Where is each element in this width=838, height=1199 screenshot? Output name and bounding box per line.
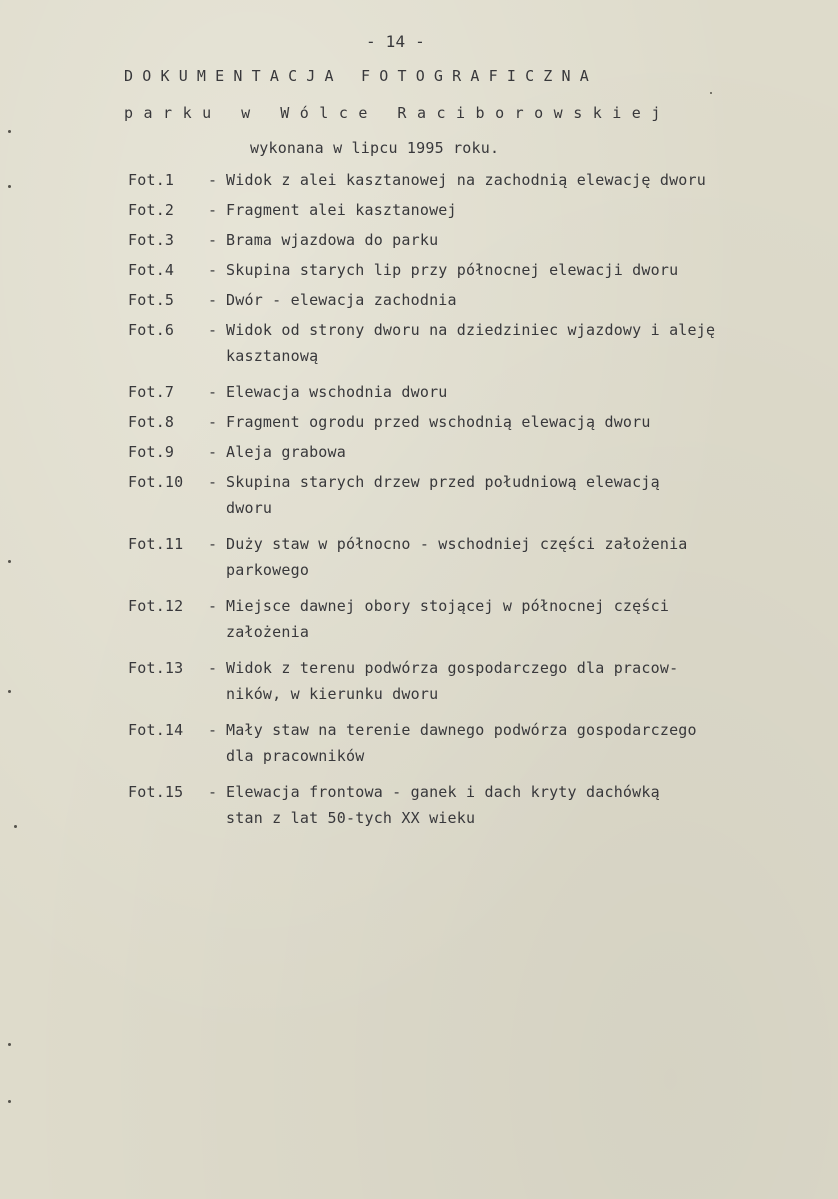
dash: - — [208, 171, 218, 189]
photo-label: Fot.1 — [128, 171, 175, 189]
photo-description — [226, 412, 808, 432]
description-line: Widok z terenu podwórza gospodarczego dla pracow- — [226, 659, 679, 677]
paper-speck — [8, 185, 11, 188]
description-line: dla pracowników — [226, 747, 365, 765]
document-title: DOKUMENTACJA FOTOGRAFICZNA — [124, 67, 598, 85]
photo-label: Fot.9 — [128, 443, 175, 461]
description-line: Aleja grabowa — [226, 443, 346, 461]
description-line: Miejsce dawnej obory stojącej w północnej części — [226, 597, 670, 615]
list-item — [128, 472, 808, 524]
dash: - — [208, 721, 218, 739]
photo-label: Fot.5 — [128, 291, 175, 309]
dash: - — [208, 535, 218, 553]
description-line: ników, w kierunku dworu — [226, 685, 439, 703]
description-line: dworu — [226, 499, 273, 517]
list-item — [128, 658, 808, 710]
photo-description — [226, 782, 808, 834]
list-item — [128, 534, 808, 586]
description-line: założenia — [226, 623, 310, 641]
dash: - — [208, 443, 218, 461]
photo-description — [226, 200, 808, 220]
description-line: Elewacja wschodnia dworu — [226, 383, 448, 401]
photo-label: Fot.4 — [128, 261, 175, 279]
list-item — [128, 260, 808, 280]
photo-label: Fot.2 — [128, 201, 175, 219]
dash: - — [208, 201, 218, 219]
paper-speck — [8, 130, 11, 133]
photo-label: Fot.3 — [128, 231, 175, 249]
photo-description — [226, 596, 808, 648]
description-line: kasztanową — [226, 347, 319, 365]
paper-speck — [710, 92, 712, 94]
description-line: Duży staw w północno - wschodniej części założenia — [226, 535, 688, 553]
list-item — [128, 596, 808, 648]
dash: - — [208, 231, 218, 249]
dash: - — [208, 321, 218, 339]
dash: - — [208, 473, 218, 491]
dash: - — [208, 383, 218, 401]
list-item — [128, 412, 808, 432]
photo-label: Fot.10 — [128, 473, 184, 491]
photo-label: Fot.13 — [128, 659, 184, 677]
description-line: stan z lat 50-tych XX wieku — [226, 809, 476, 827]
photo-label: Fot.15 — [128, 783, 184, 801]
description-line: Dwór - elewacja zachodnia — [226, 291, 457, 309]
list-item — [128, 442, 808, 462]
paper-speck — [14, 825, 17, 828]
photo-description — [226, 260, 808, 280]
photo-description — [226, 442, 808, 462]
dash: - — [208, 659, 218, 677]
paper-speck — [8, 560, 11, 563]
description-line: Skupina starych drzew przed południową elewacją — [226, 473, 660, 491]
list-item — [128, 170, 808, 190]
description-line: Skupina starych lip przy północnej elewacji dworu — [226, 261, 679, 279]
photo-label: Fot.6 — [128, 321, 175, 339]
dash: - — [208, 783, 218, 801]
description-line: Fragment ogrodu przed wschodnią elewacją dworu — [226, 413, 651, 431]
document-subtitle: parku w Wólce Raciborowskiej — [124, 104, 671, 122]
description-line: Elewacja frontowa - ganek i dach kryty dachówką — [226, 783, 660, 801]
photo-description — [226, 320, 808, 372]
description-line: Mały staw na terenie dawnego podwórza gospodarczego — [226, 721, 697, 739]
photo-description — [226, 170, 808, 190]
photo-label: Fot.11 — [128, 535, 184, 553]
paper-speck — [8, 690, 11, 693]
list-item — [128, 200, 808, 220]
photo-list — [128, 170, 808, 844]
photo-label: Fot.14 — [128, 721, 184, 739]
dash: - — [208, 413, 218, 431]
photo-description — [226, 230, 808, 250]
photo-label: Fot.12 — [128, 597, 184, 615]
description-line: Widok od strony dworu na dziedziniec wjazdowy i aleję — [226, 321, 716, 339]
photo-description — [226, 720, 808, 772]
description-line: parkowego — [226, 561, 310, 579]
dash: - — [208, 261, 218, 279]
photo-description — [226, 290, 808, 310]
paper-speck — [8, 1100, 11, 1103]
photo-description — [226, 472, 808, 524]
list-item — [128, 290, 808, 310]
photo-description — [226, 382, 808, 402]
list-item — [128, 782, 808, 834]
dash: - — [208, 597, 218, 615]
list-item — [128, 320, 808, 372]
paper-speck — [8, 1043, 11, 1046]
description-line: Brama wjazdowa do parku — [226, 231, 439, 249]
description-line: Fragment alei kasztanowej — [226, 201, 457, 219]
photo-description — [226, 534, 808, 586]
document-date-line: wykonana w lipcu 1995 roku. — [250, 139, 500, 157]
photo-label: Fot.7 — [128, 383, 175, 401]
list-item — [128, 382, 808, 402]
list-item — [128, 720, 808, 772]
list-item — [128, 230, 808, 250]
dash: - — [208, 291, 218, 309]
photo-description — [226, 658, 808, 710]
photo-label: Fot.8 — [128, 413, 175, 431]
page-number: - 14 - — [366, 32, 425, 51]
description-line: Widok z alei kasztanowej na zachodnią elewację dworu — [226, 171, 706, 189]
